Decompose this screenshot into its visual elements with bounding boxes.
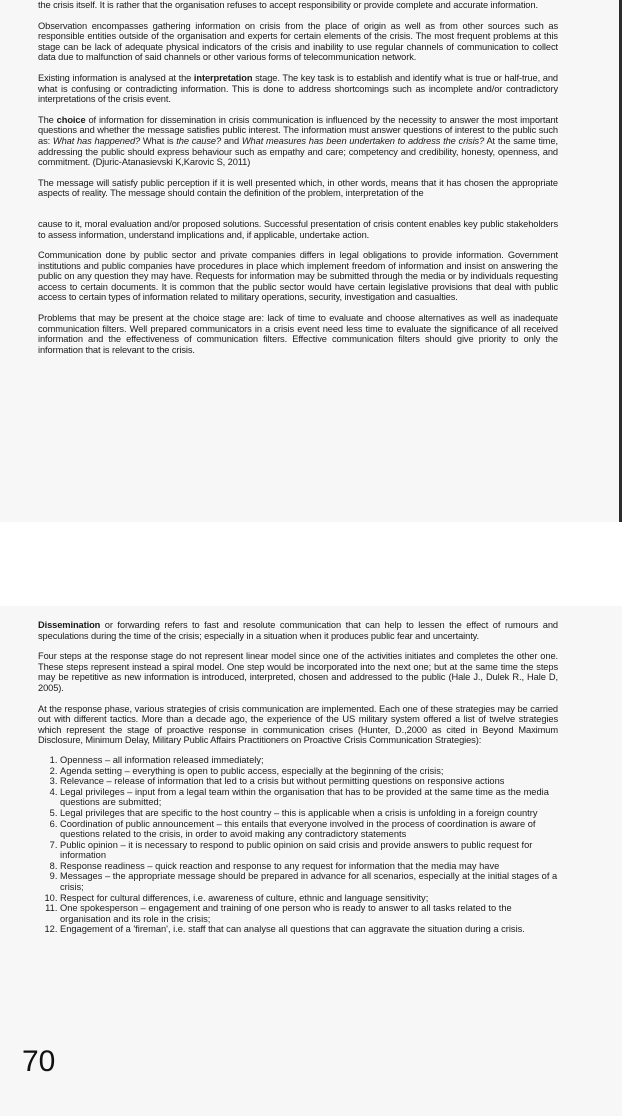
paragraph-four-steps: Four steps at the response stage do not represent linear model since one of the activities initiates and completes the other one. These steps represent instead a spiral model. One step would be incorporated into the next one; but at the same time the steps may be repetitive as new information is introduced, interpreted, chosen and addressed to the public (Hale J., Dulek R., Hale D, 2005). <box>38 651 558 693</box>
list-item: 10. Respect for cultural differences, i.e. awareness of culture, ethnic and language sensitivity; <box>60 893 558 904</box>
list-item: 7. Public opinion – it is necessary to respond to public opinion on said crisis and provide answers to public request for information <box>60 840 558 861</box>
list-item: 1. Openness – all information released immediately; <box>60 755 558 766</box>
page-top-body <box>38 0 558 355</box>
page-number: 70 <box>22 1045 56 1078</box>
paragraph-cause: cause to it, moral evaluation and/or proposed solutions. Successful presentation of crisis content enables key public stakeholders to assess information, understand implications and, if applicable, undertake action. <box>38 218 558 240</box>
page-bottom <box>0 606 622 1116</box>
page-top <box>0 0 622 522</box>
paragraph-observation: Observation encompasses gathering information on crisis from the place of origin as well as from other sources such as responsible entities outside of the organisation and experts for certain elements of the crisis. The most frequent problems at this stage can be lack of adequate physical indicators of the crisis and inability to use regular channels of communication to collect data due to malfunction of said channels or other various forms of telecommunication network. <box>38 20 558 63</box>
paragraph-public-sector: Communication done by public sector and private companies differs in legal obligations to provide information. Government institutions and public companies have procedures in place which implement freedom of information and insist on answering the public on any question they may have. Requests for information may be submitted through the media or by individuals requesting access to certain documents. It is common that the public sector would have certain legislative provisions that deal with public access to certain types of information related to military operations, security, investigation and casualties. <box>38 250 558 303</box>
list-item: 3. Relevance – release of information that led to a crisis but without permitting questions on responsive actions <box>60 776 558 787</box>
list-item: 5. Legal privileges that are specific to the host country – this is applicable when a crisis is unfolding in a foreign country <box>60 808 558 819</box>
paragraph-response-phase: At the response phase, various strategies of crisis communication are implemented. Each one of these strategies may be carried out with different tactics. More than a decade ago, the experience of the US military system offered a list of twelve strategies which represent the stage of proactive response in communication crises (Hunter, D.,2000 as cited in Beyond Maximum Disclosure, Minimum Delay, Military Public Affairs Practitioners on Proactive Crisis Communication Strategies): <box>38 703 558 746</box>
paragraph: the crisis itself. It is rather that the organisation refuses to accept responsibility or provide complete and accurate information. <box>38 0 538 10</box>
list-item: 8. Response readiness – quick reaction and response to any request for information that the media may have <box>60 861 558 872</box>
list-item: 4. Legal privileges – input from a legal team within the organisation that has to be provided at the same time as the media questions are submitted; <box>60 787 558 808</box>
list-item: 9. Messages – the appropriate message should be prepared in advance for all scenarios, especially at the initial stages of a crisis; <box>60 871 558 892</box>
list-item: 6. Coordination of public announcement – this entails that everyone involved in the process of coordination is aware of questions related to the crisis, in order to avoid making any contradictory statements <box>60 819 558 840</box>
paragraph-message: The message will satisfy public perception if it is well presented which, in other words, means that it has chosen the appropriate aspects of reality. The message should contain the definition of the problem, interpretation of the <box>38 177 558 199</box>
list-item: 2. Agenda setting – everything is open to public access, especially at the beginning of the crisis; <box>60 766 558 777</box>
strategies-list <box>38 755 558 935</box>
paragraph-dissemination: Dissemination or forwarding refers to fast and resolute communication that can help to lessen the effect of rumours and speculations during the time of the crisis; especially in a situation when it produces public fear and uncertainty. <box>38 620 558 641</box>
list-item: 12. Engagement of a 'fireman', i.e. staff that can analyse all questions that can aggravate the situation during a crisis. <box>60 924 558 935</box>
paragraph-interpretation: Existing information is analysed at the interpretation stage. The key task is to establish and identify what is true or half-true, and what is confusing or contradicting information. This is done to address shortcomings such as incomplete and/or contradictory interpretations of the crisis event. <box>38 72 558 105</box>
list-item: 11. One spokesperson – engagement and training of one person who is ready to answer to all tasks related to the organisation and its role in the crisis; <box>60 903 558 924</box>
page-bottom-body <box>38 620 558 935</box>
paragraph-choice: The choice of information for dissemination in crisis communication is influenced by the necessity to answer the most important questions and whether the message satisfies public interest. The information must answer questions of interest to the public such as: What has happened? What is the cause? and What measures has been undertaken to address the crisis? At the same time, addressing the public should express behaviour such as empathy and care; competency and credibility, honesty, openness, and commitment. (Djuric-Atanasievski K,Karovic S, 2011) <box>38 114 559 168</box>
paragraph-problems: Problems that may be present at the choice stage are: lack of time to evaluate and choose alternatives as well as inadequate communication filters. Well prepared communicators in a crisis event need less time to evaluate the significance of all received information and the effectiveness of communication filters. Effective communication filters should give priority to only the information that is relevant to the crisis. <box>38 313 558 355</box>
